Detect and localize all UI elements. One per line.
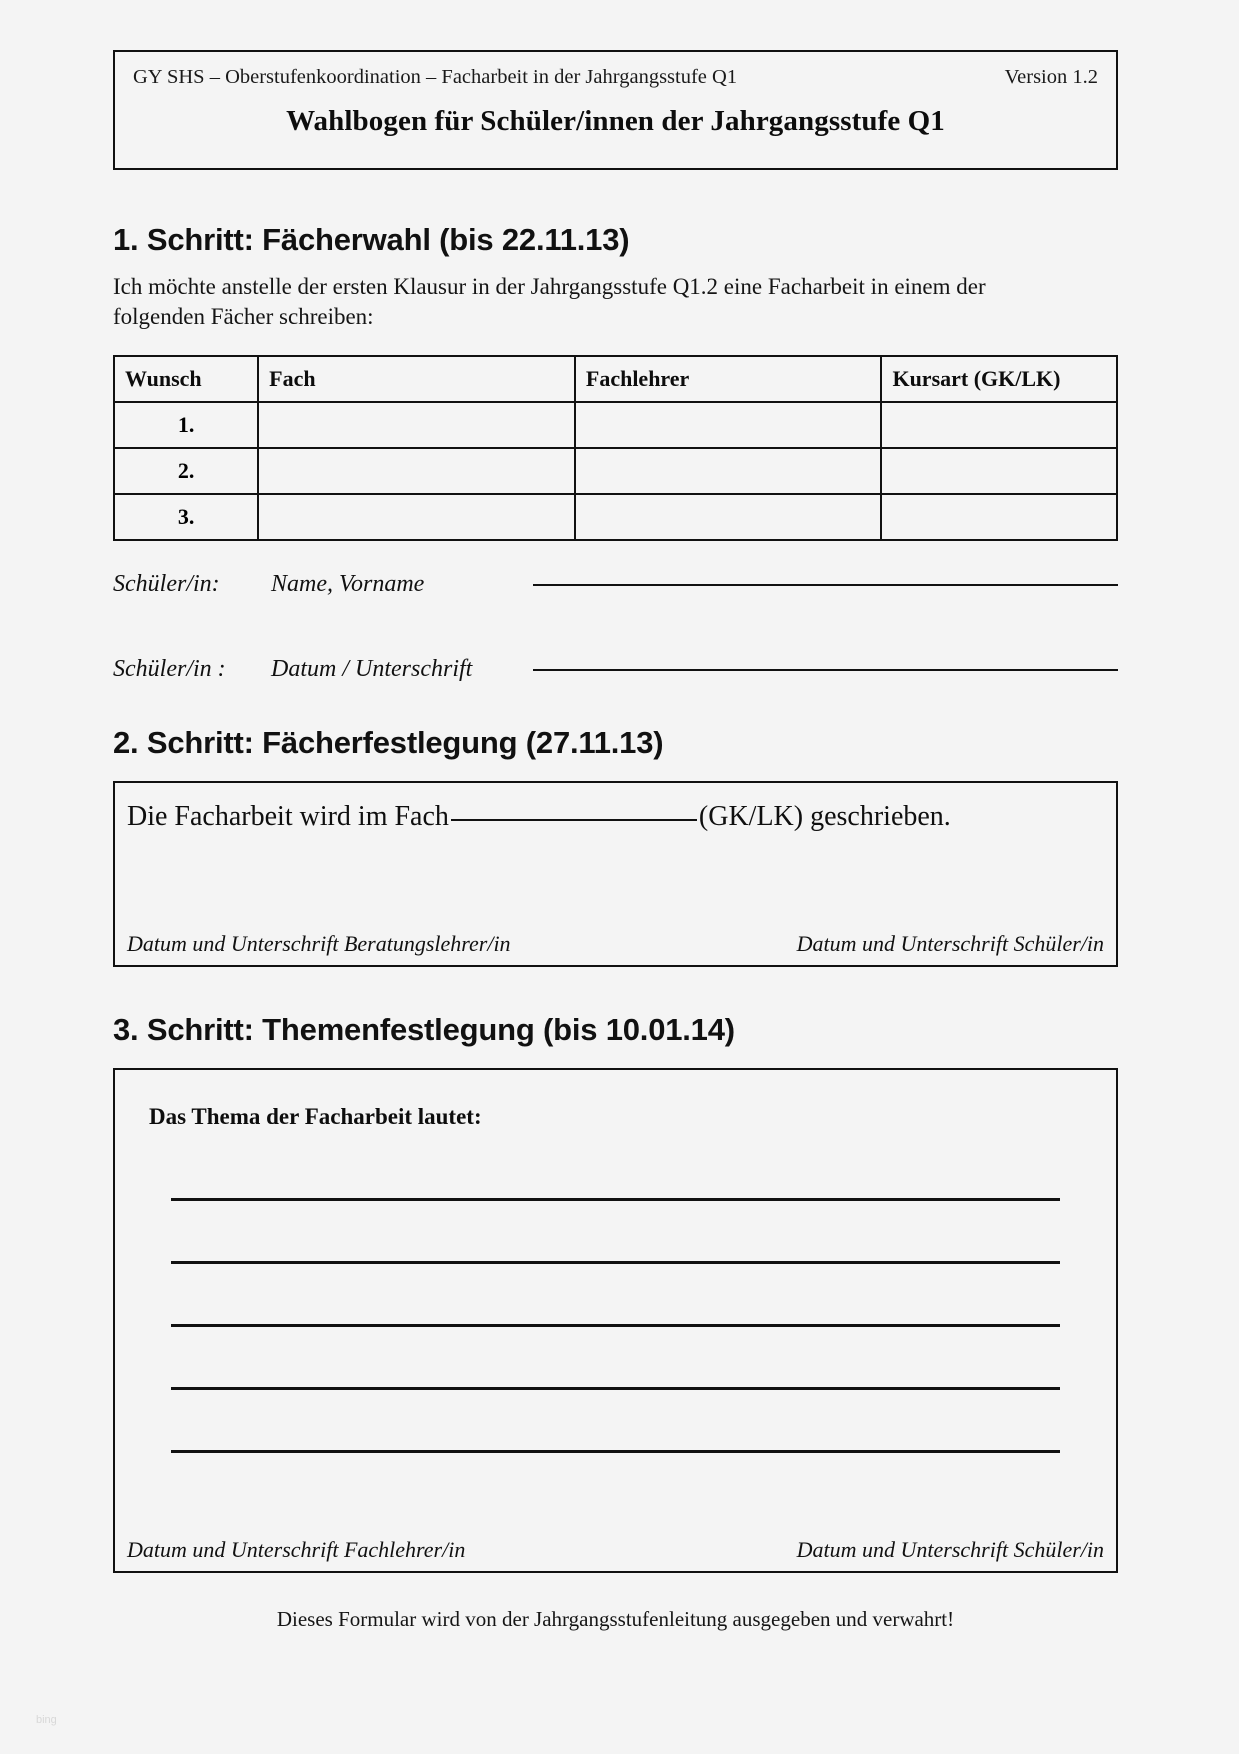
column-header-kursart: Kursart (GK/LK) [881, 356, 1117, 402]
cell-fach-3[interactable] [258, 494, 575, 540]
theme-label: Das Thema der Facharbeit lautet: [149, 1103, 482, 1129]
cell-fach-1[interactable] [258, 402, 575, 448]
step2-captions [127, 931, 1104, 957]
header-version: Version 1.2 [1004, 66, 1098, 88]
column-header-wunsch: Wunsch [114, 356, 258, 402]
student-date-input-line[interactable] [533, 669, 1118, 671]
student-date-label: Schüler/in : [113, 655, 226, 682]
student-name-label: Schüler/in: [113, 570, 220, 597]
header-top-row [133, 66, 1098, 89]
step2-heading: 2. Schritt: Fächerfestlegung (27.11.13) [113, 724, 664, 760]
cell-kursart-3[interactable] [881, 494, 1117, 540]
theme-line-5[interactable] [171, 1390, 1060, 1453]
cell-kursart-1[interactable] [881, 402, 1117, 448]
table-row [114, 494, 1117, 540]
student-name-input-line[interactable] [533, 584, 1118, 586]
theme-line-4[interactable] [171, 1327, 1060, 1390]
step3-caption-student: Datum und Unterschrift Schüler/in [796, 1536, 1104, 1562]
table-row [114, 448, 1117, 494]
footer-note: Dieses Formular wird von der Jahrgangsstufenleitung ausgegeben und verwahrt! [276, 1606, 955, 1631]
step3-heading: 3. Schritt: Themenfestlegung (bis 10.01.14) [113, 1011, 735, 1047]
table-head [114, 356, 1117, 402]
theme-writing-lines [143, 1164, 1088, 1453]
cell-kursart-2[interactable] [881, 448, 1117, 494]
document-header-box [113, 50, 1118, 170]
student-name-field-label: Name, Vorname [271, 570, 425, 597]
student-date-field-label: Datum / Unterschrift [271, 655, 473, 682]
step3-captions [127, 1537, 1104, 1563]
cell-fachlehrer-2[interactable] [575, 448, 882, 494]
step2-caption-student: Datum und Unterschrift Schüler/in [796, 930, 1104, 956]
subject-choice-table [113, 355, 1118, 541]
table-body [114, 402, 1117, 540]
step1-heading: 1. Schritt: Fächerwahl (bis 22.11.13) [113, 222, 630, 257]
row-number-2: 2. [114, 448, 258, 494]
cell-fachlehrer-3[interactable] [575, 494, 882, 540]
student-date-signature-row [113, 656, 1118, 683]
subject-blank-input-line[interactable] [451, 819, 697, 821]
sentence-before-blank: Die Facharbeit wird im Fach [127, 800, 449, 832]
sentence-after-blank: (GK/LK) geschrieben. [698, 800, 951, 832]
content-column [113, 50, 1118, 1632]
page-title: Wahlbogen für Schüler/innen der Jahrgangsstufe Q1 [286, 104, 945, 137]
student-name-signature-row [113, 571, 1118, 598]
subject-determination-sentence [127, 801, 1104, 833]
corner-watermark: bing [36, 1714, 57, 1726]
table-row [114, 402, 1117, 448]
step2-caption-teacher: Datum und Unterschrift Beratungslehrer/in [127, 930, 511, 956]
table-header-row [114, 356, 1117, 402]
row-number-3: 3. [114, 494, 258, 540]
cell-fachlehrer-1[interactable] [575, 402, 882, 448]
step2-box [113, 781, 1118, 967]
row-number-1: 1. [114, 402, 258, 448]
cell-fach-2[interactable] [258, 448, 575, 494]
step3-caption-teacher: Datum und Unterschrift Fachlehrer/in [127, 1536, 466, 1562]
step3-box [113, 1068, 1118, 1573]
column-header-fach: Fach [258, 356, 575, 402]
theme-line-3[interactable] [171, 1264, 1060, 1327]
theme-line-1[interactable] [171, 1164, 1060, 1201]
theme-line-2[interactable] [171, 1201, 1060, 1264]
step1-intro-text: Ich möchte anstelle der ersten Klausur in der Jahrgangsstufe Q1.2 eine Facharbeit in einem der folgenden Fächer schreiben: [113, 274, 986, 330]
header-org-line: GY SHS – Oberstufenkoordination – Facharbeit in der Jahrgangsstufe Q1 [133, 66, 738, 88]
column-header-fachlehrer: Fachlehrer [575, 356, 882, 402]
